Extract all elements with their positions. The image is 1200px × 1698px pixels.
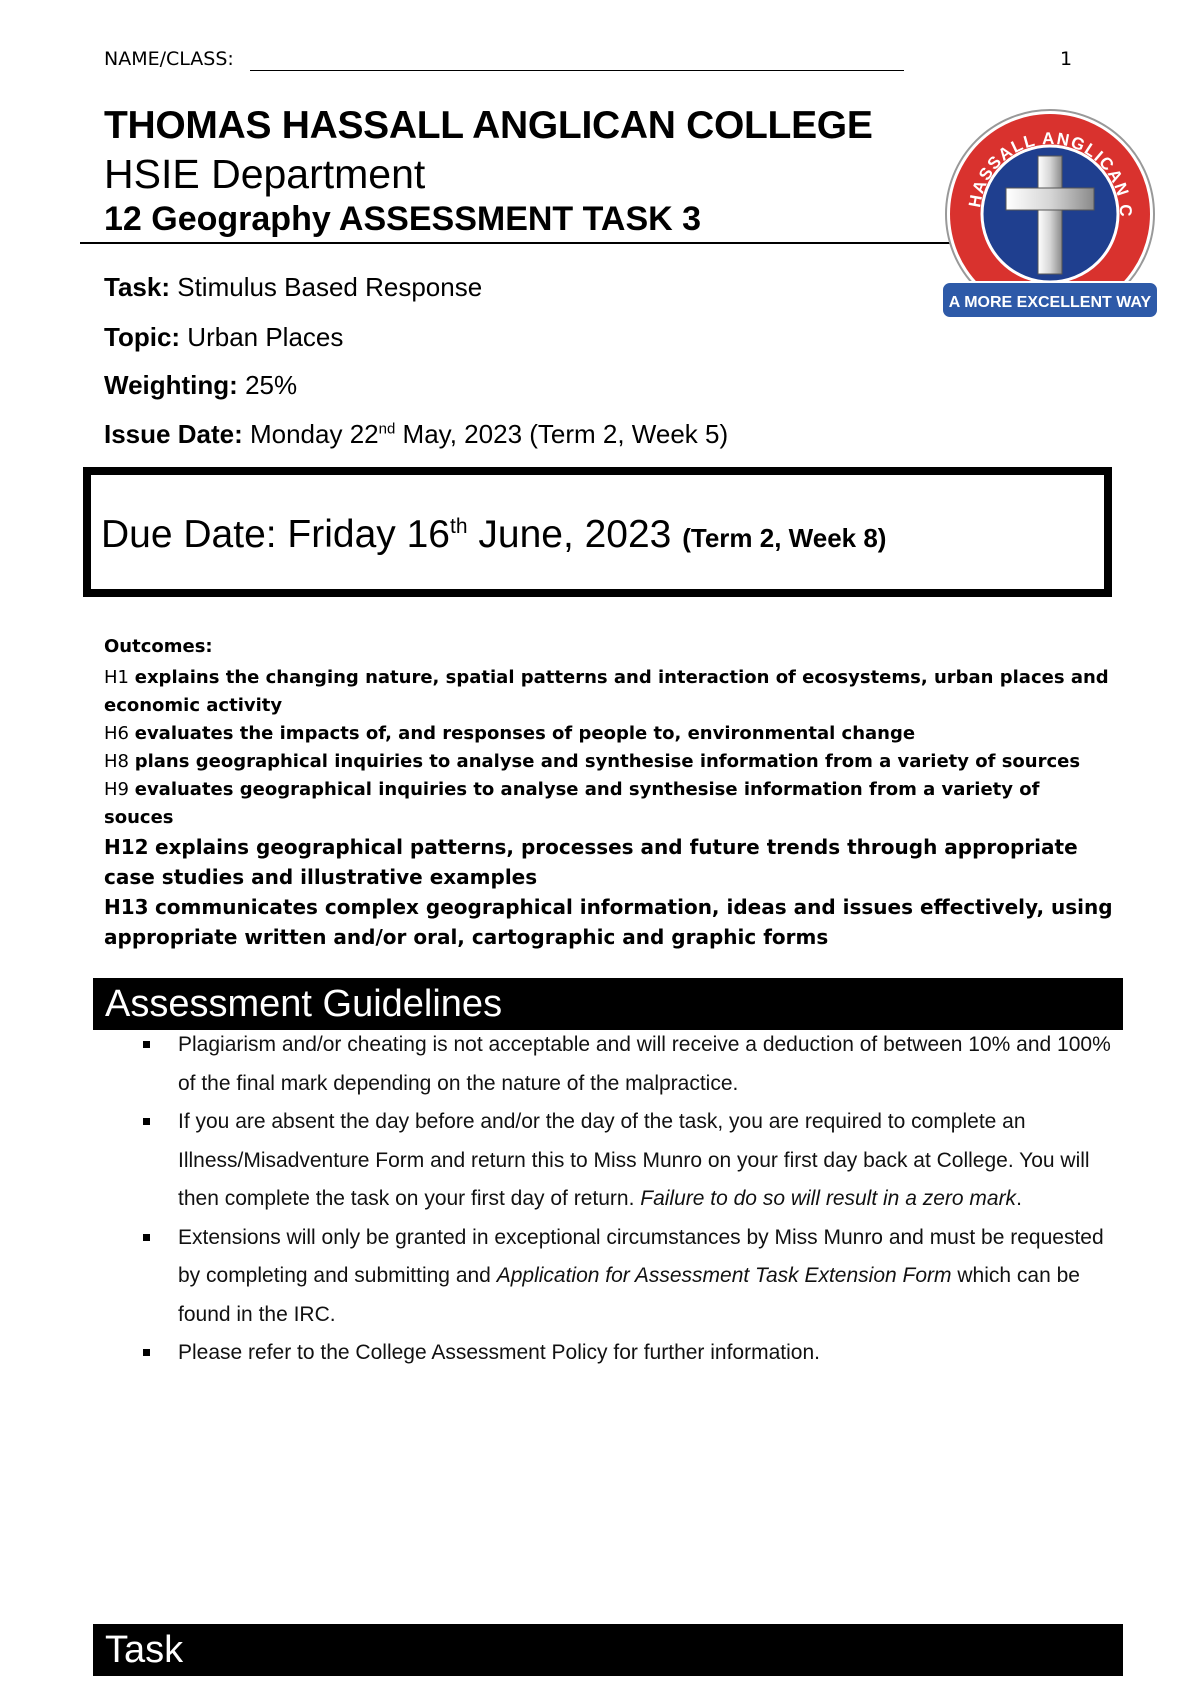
task-title: 12 Geography ASSESSMENT TASK 3: [104, 200, 702, 238]
outcomes-section: [104, 636, 1114, 952]
issue-date-line: [104, 419, 728, 450]
guideline-item: Plagiarism and/or cheating is not acceptable and will receive a deduction of between 10% and 100% of the final mark depending on the nature of the malpractice.: [138, 1026, 1118, 1103]
due-date-pre: Due Date: Friday 16: [101, 513, 451, 556]
name-class-row: [104, 44, 1104, 74]
due-date-sup: th: [450, 515, 468, 538]
college-name: THOMAS HASSALL ANGLICAN COLLEGE: [104, 104, 873, 147]
college-crest-logo: [940, 104, 1160, 344]
issue-date-label: Issue Date:: [104, 419, 243, 449]
guideline-item: If you are absent the day before and/or the day of the task, you are required to complete an Illness/Misadventure Form and return this to Miss Munro on your first day back at College. You will then complete the task on your first day of return. Failure to do so will result in a zero mark.: [138, 1103, 1118, 1219]
outcome-item: H8 plans geographical inquiries to analyse and synthesise information from a variety of sources: [104, 751, 1081, 772]
department-name: HSIE Department: [104, 151, 426, 197]
weighting-line: [104, 370, 297, 401]
weighting-label: Weighting:: [104, 370, 238, 400]
issue-date-sup: nd: [378, 420, 396, 438]
page-number: 1: [1060, 48, 1073, 70]
crest-motto: A MORE EXCELLENT WAY: [948, 294, 1152, 311]
due-date-post: June, 2023: [478, 513, 672, 556]
title-rule: [80, 242, 1000, 244]
outcome-item: H12 explains geographical patterns, processes and future trends through appropriate case studies and illustrative examples: [104, 835, 1078, 889]
task-section-heading: Task: [93, 1624, 1123, 1676]
outcomes-heading: Outcomes:: [104, 636, 213, 657]
due-date-term: (Term 2, Week 8): [682, 523, 887, 553]
guideline-item: Please refer to the College Assessment Policy for further information.: [138, 1334, 1118, 1373]
topic-label: Topic:: [104, 322, 181, 352]
outcome-item: H13 communicates complex geographical information, ideas and issues effectively, using appropriate written and/or oral, cartographic and graphic forms: [104, 895, 1113, 949]
weighting-value: 25%: [245, 370, 298, 400]
due-date-box: [83, 467, 1112, 597]
name-class-label: NAME/CLASS:: [104, 48, 234, 70]
guidelines-list: [138, 1026, 1118, 1373]
guideline-item: Extensions will only be granted in exceptional circumstances by Miss Munro and must be requested by completing and submitting and Application for Assessment Task Extension Form which can be found in the IRC.: [138, 1219, 1118, 1335]
name-class-line: [250, 70, 904, 71]
task-type-line: [104, 272, 482, 303]
topic-line: [104, 322, 343, 353]
outcome-item: H1 explains the changing nature, spatial patterns and interaction of ecosystems, urban places and economic activity: [104, 667, 1109, 716]
topic-value: Urban Places: [187, 322, 344, 352]
issue-date-post: May, 2023 (Term 2, Week 5): [402, 419, 729, 449]
due-date: [101, 513, 886, 557]
outcome-item: H6 evaluates the impacts of, and responses of people to, environmental change: [104, 723, 916, 744]
task-label: Task:: [104, 272, 170, 302]
outcome-item: H9 evaluates geographical inquiries to analyse and synthesise information from a variety of souces: [104, 779, 1040, 828]
issue-date-pre: Monday 22: [249, 419, 379, 449]
assessment-guidelines-heading: Assessment Guidelines: [93, 978, 1123, 1030]
crest-ring-text: HASSALL ANGLICAN C: [965, 128, 1136, 219]
task-value: Stimulus Based Response: [177, 272, 483, 302]
